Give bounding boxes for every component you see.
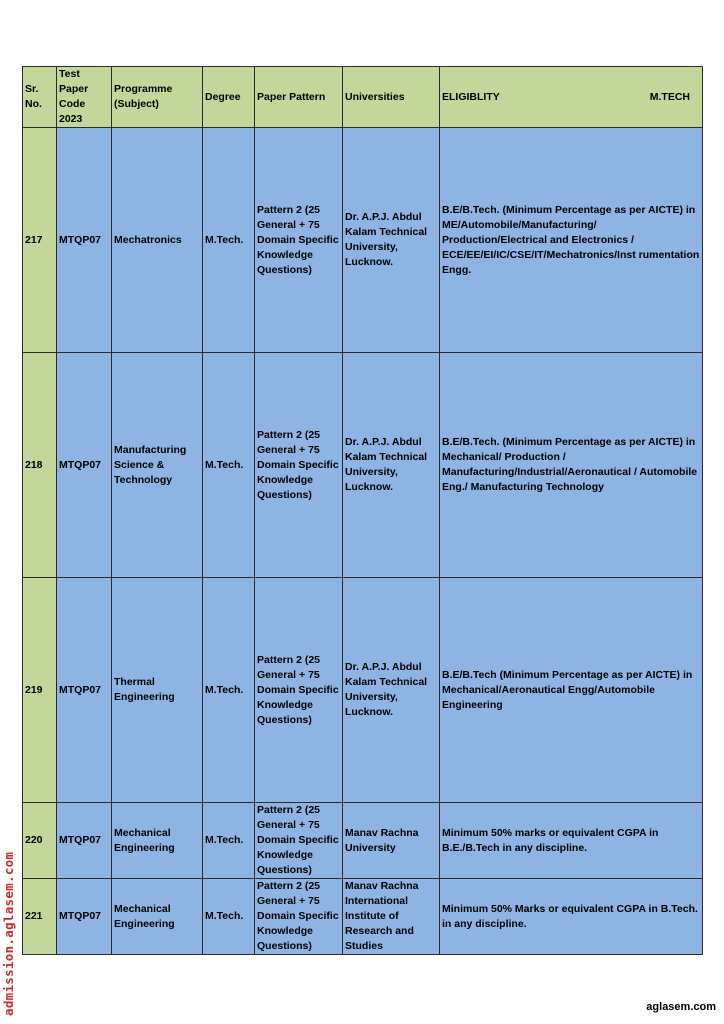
header-row	[23, 67, 703, 128]
watermark-text: admission.aglasem.com	[1, 851, 16, 1016]
cell-eligibility: Minimum 50% marks or equivalent CGPA in B.E./B.Tech in any discipline.	[440, 803, 703, 879]
cell-sr-no: 218	[23, 353, 57, 578]
cell-university: Manav Rachna International Institute of Research and Studies	[343, 879, 440, 955]
header-universities: Universities	[343, 67, 440, 128]
table-row	[23, 353, 703, 578]
cell-paper-pattern: Pattern 2 (25 General + 75 Domain Specific Knowledge Questions)	[255, 128, 343, 353]
header-eligibility-label: ELIGIBLITY	[442, 90, 500, 103]
cell-programme: Mechanical Engineering	[112, 879, 203, 955]
cell-degree: M.Tech.	[203, 578, 255, 803]
header-sr-no: Sr. No.	[23, 67, 57, 128]
cell-paper-code: MTQP07	[57, 803, 112, 879]
table-row	[23, 578, 703, 803]
cell-degree: M.Tech.	[203, 879, 255, 955]
cell-sr-no: 221	[23, 879, 57, 955]
header-test-paper-code: Test Paper Code 2023	[57, 67, 112, 128]
header-paper-pattern: Paper Pattern	[255, 67, 343, 128]
cell-paper-code: MTQP07	[57, 353, 112, 578]
cell-paper-pattern: Pattern 2 (25 General + 75 Domain Specific Knowledge Questions)	[255, 578, 343, 803]
cell-sr-no: 219	[23, 578, 57, 803]
cell-programme: Thermal Engineering	[112, 578, 203, 803]
table-row	[23, 879, 703, 955]
cell-programme: Mechanical Engineering	[112, 803, 203, 879]
table-row	[23, 128, 703, 353]
cell-paper-pattern: Pattern 2 (25 General + 75 Domain Specific Knowledge Questions)	[255, 879, 343, 955]
cell-programme: Mechatronics	[112, 128, 203, 353]
cell-eligibility: B.E/B.Tech. (Minimum Percentage as per AICTE) in Mechanical/ Production / Manufacturing/Industrial/Aeronautical / Automobile Eng./ Manufacturing Technology	[440, 353, 703, 578]
cell-programme: Manufacturing Science & Technology	[112, 353, 203, 578]
cell-university: Dr. A.P.J. Abdul Kalam Technical University, Lucknow.	[343, 128, 440, 353]
cell-paper-code: MTQP07	[57, 578, 112, 803]
header-programme: Programme (Subject)	[112, 67, 203, 128]
header-level-label: M.TECH	[649, 90, 690, 103]
cell-eligibility: B.E/B.Tech (Minimum Percentage as per AICTE) in Mechanical/Aeronautical Engg/Automobile Engineering	[440, 578, 703, 803]
cell-paper-code: MTQP07	[57, 128, 112, 353]
cell-degree: M.Tech.	[203, 803, 255, 879]
cell-sr-no: 217	[23, 128, 57, 353]
cell-eligibility: B.E/B.Tech. (Minimum Percentage as per AICTE) in ME/Automobile/Manufacturing/ Production/Electrical and Electronics / ECE/EE/EI/IC/CSE/IT/Mechatronics/Inst rumentation Engg.	[440, 128, 703, 353]
cell-university: Dr. A.P.J. Abdul Kalam Technical University, Lucknow.	[343, 578, 440, 803]
cell-eligibility: Minimum 50% Marks or equivalent CGPA in B.Tech. in any discipline.	[440, 879, 703, 955]
header-degree: Degree	[203, 67, 255, 128]
footer-brand: aglasem.com	[646, 1001, 716, 1013]
cell-degree: M.Tech.	[203, 353, 255, 578]
cell-university: Manav Rachna University	[343, 803, 440, 879]
cell-paper-pattern: Pattern 2 (25 General + 75 Domain Specific Knowledge Questions)	[255, 353, 343, 578]
cell-paper-code: MTQP07	[57, 879, 112, 955]
table-row	[23, 803, 703, 879]
cell-degree: M.Tech.	[203, 128, 255, 353]
eligibility-table	[22, 66, 703, 955]
cell-university: Dr. A.P.J. Abdul Kalam Technical University, Lucknow.	[343, 353, 440, 578]
cell-paper-pattern: Pattern 2 (25 General + 75 Domain Specific Knowledge Questions)	[255, 803, 343, 879]
header-eligibility	[440, 67, 703, 128]
cell-sr-no: 220	[23, 803, 57, 879]
